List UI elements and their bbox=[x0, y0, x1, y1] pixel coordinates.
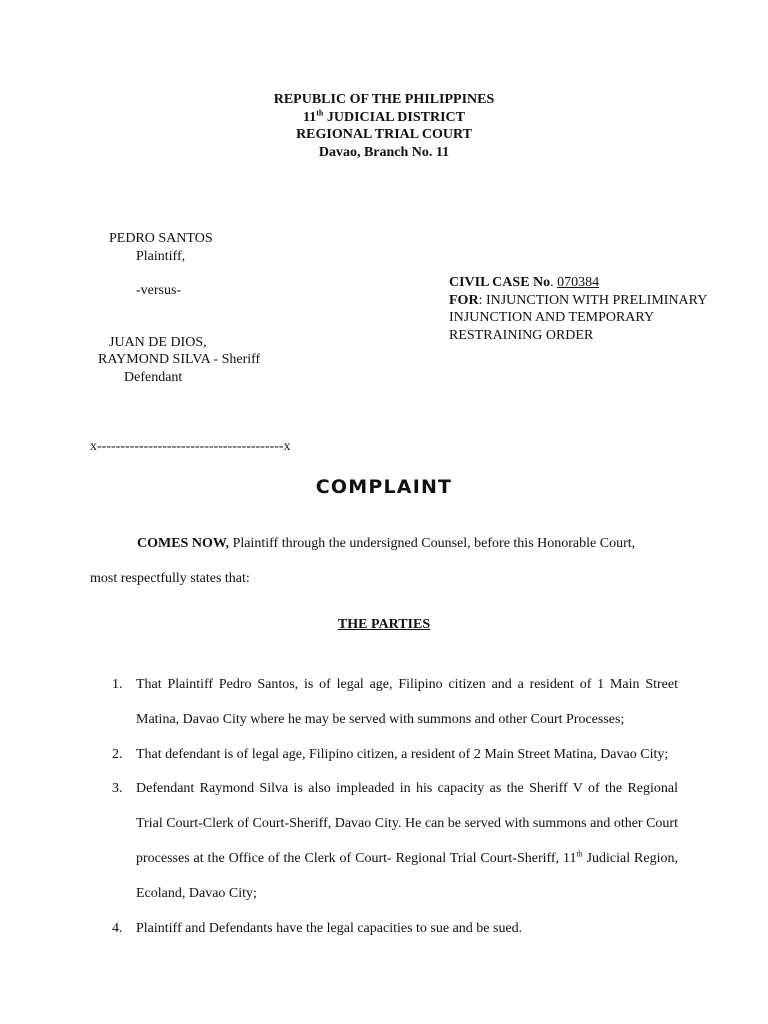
case-info bbox=[449, 274, 709, 344]
plaintiff-role: Plaintiff, bbox=[136, 249, 186, 264]
for-text: : INJUNCTION WITH PRELIMINARY INJUNCTION AND TEMPORARY RESTRAINING ORDER bbox=[449, 292, 707, 343]
item-number: 2. bbox=[112, 746, 123, 762]
district-text: JUDICIAL DISTRICT bbox=[323, 109, 465, 125]
district-number: 11 bbox=[303, 109, 317, 125]
case-label: CIVIL CASE No bbox=[449, 275, 551, 290]
header-district bbox=[0, 109, 768, 127]
case-number-line bbox=[449, 274, 709, 292]
intro-line-1 bbox=[137, 536, 677, 552]
district-ordinal: th bbox=[316, 107, 324, 117]
parties-list bbox=[90, 668, 678, 946]
list-item bbox=[90, 668, 678, 738]
defendant-name-1: JUAN DE DIOS, bbox=[109, 335, 207, 350]
document-title: COMPLAINT bbox=[315, 476, 453, 498]
case-dot: . bbox=[550, 275, 554, 290]
case-number: 070384 bbox=[557, 275, 600, 290]
item-number: 3. bbox=[112, 781, 123, 797]
item-number: 4. bbox=[112, 920, 123, 936]
court-header bbox=[0, 91, 768, 161]
list-item bbox=[90, 912, 678, 947]
list-item bbox=[90, 738, 678, 773]
intro-line-2: most respectfully states that: bbox=[90, 571, 250, 586]
caption-separator: x----------------------------------------x bbox=[90, 439, 291, 454]
section-title-parties: THE PARTIES bbox=[337, 617, 431, 632]
item-text: Defendant Raymond Silva is also impleaded in his capacity as the Sheriff V of the Regional Trial Court-Clerk of Court-Sheriff, Davao City. He can be served with summons and other Court processes at the Office of the Clerk of Court- Regional Trial Court-Sheriff, 11 bbox=[136, 781, 678, 866]
plaintiff-name: PEDRO SANTOS bbox=[109, 231, 213, 246]
header-court: REGIONAL TRIAL COURT bbox=[296, 127, 472, 142]
header-branch: Davao, Branch No. 11 bbox=[318, 144, 450, 160]
header-republic: REPUBLIC OF THE PHILIPPINES bbox=[273, 92, 495, 107]
item-text-end: Judicial Region, Ecoland, Davao City; bbox=[136, 850, 678, 901]
list-item bbox=[90, 772, 678, 911]
versus-label: -versus- bbox=[136, 283, 182, 298]
item-text: Plaintiff and Defendants have the legal capacities to sue and be sued. bbox=[136, 920, 523, 936]
item-number: 1. bbox=[112, 677, 123, 692]
comes-now-label: COMES NOW, bbox=[137, 536, 230, 551]
for-label: FOR bbox=[449, 292, 479, 308]
defendant-role: Defendant bbox=[124, 370, 183, 385]
item-text: That Plaintiff Pedro Santos, is of legal age, Filipino citizen and a resident of 1 Main Street Matina, Davao City where he may be served with summons and other Court Processes; bbox=[136, 677, 678, 727]
region-ordinal: th bbox=[576, 849, 583, 859]
intro-text-1: Plaintiff through the undersigned Counsel, before this Honorable Court, bbox=[229, 536, 636, 551]
item-text: That defendant is of legal age, Filipino citizen, a resident of 2 Main Street Matina, Davao City; bbox=[136, 746, 669, 762]
defendant-name-2: RAYMOND SILVA - Sheriff bbox=[98, 352, 261, 367]
case-for-line bbox=[449, 292, 709, 345]
